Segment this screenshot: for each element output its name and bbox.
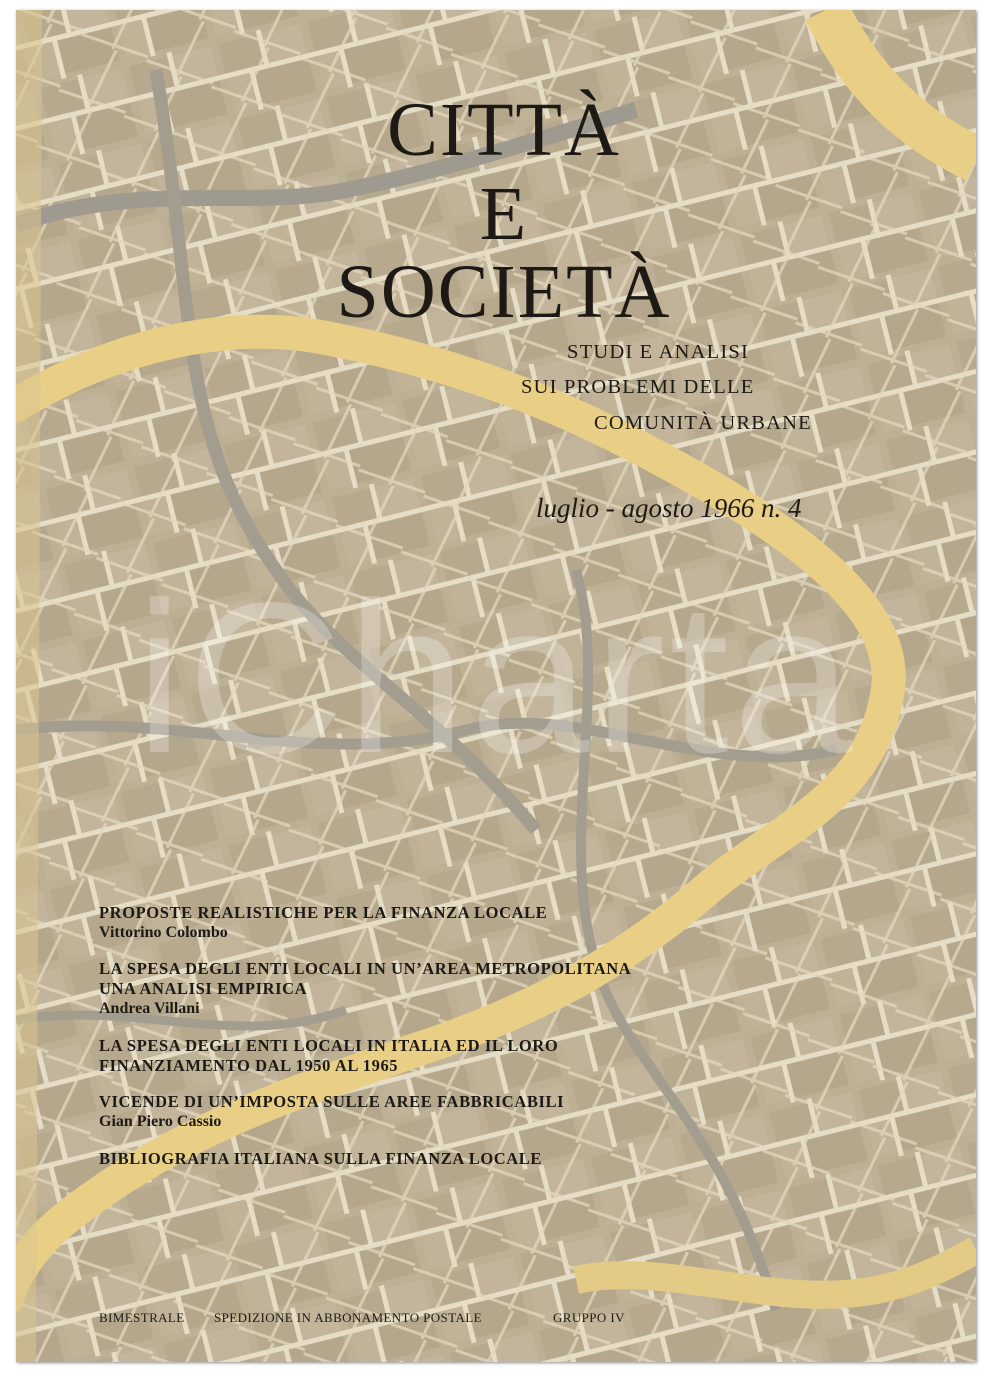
article-author: Andrea Villani <box>99 1000 200 1017</box>
title-line-2: E <box>479 172 529 256</box>
article-author: Vittorino Colombo <box>99 924 228 941</box>
article-entry <box>99 1149 919 1169</box>
subtitle-line-1: STUDI E ANALISI <box>567 341 749 363</box>
article-entry <box>99 959 919 1019</box>
article-title: LA SPESA DEGLI ENTI LOCALI IN UN’AREA METROPOLITANA <box>99 959 632 978</box>
subtitle-line-2: SUI PROBLEMI DELLE <box>521 376 755 398</box>
article-entry <box>99 903 919 943</box>
footer-shipping: SPEDIZIONE IN ABBONAMENTO POSTALE <box>214 1310 482 1325</box>
issue-date: luglio - agosto 1966 n. 4 <box>536 493 802 523</box>
article-title: BIBLIOGRAFIA ITALIANA SULLA FINANZA LOCALE <box>99 1149 542 1168</box>
magazine-cover <box>16 10 976 1362</box>
title-line-1: CITTÀ <box>387 88 621 172</box>
article-title: LA SPESA DEGLI ENTI LOCALI IN ITALIA ED IL LORO <box>99 1036 559 1055</box>
article-title: FINANZIAMENTO DAL 1950 AL 1965 <box>99 1056 399 1075</box>
footer-frequency: BIMESTRALE <box>99 1310 185 1325</box>
article-title: PROPOSTE REALISTICHE PER LA FINANZA LOCALE <box>99 903 548 922</box>
article-entry <box>99 1036 919 1076</box>
article-title: UNA ANALISI EMPIRICA <box>99 979 308 998</box>
article-entry <box>99 1092 919 1132</box>
footer-group: GRUPPO IV <box>553 1310 625 1325</box>
article-title: VICENDE DI UN’IMPOSTA SULLE AREE FABBRICABILI <box>99 1092 565 1111</box>
watermark: iCharta <box>135 557 857 798</box>
subtitle-line-3: COMUNITÀ URBANE <box>594 412 812 434</box>
contents-list <box>99 903 919 1169</box>
article-author: Gian Piero Cassio <box>99 1113 222 1130</box>
title-line-3: SOCIETÀ <box>336 250 672 334</box>
